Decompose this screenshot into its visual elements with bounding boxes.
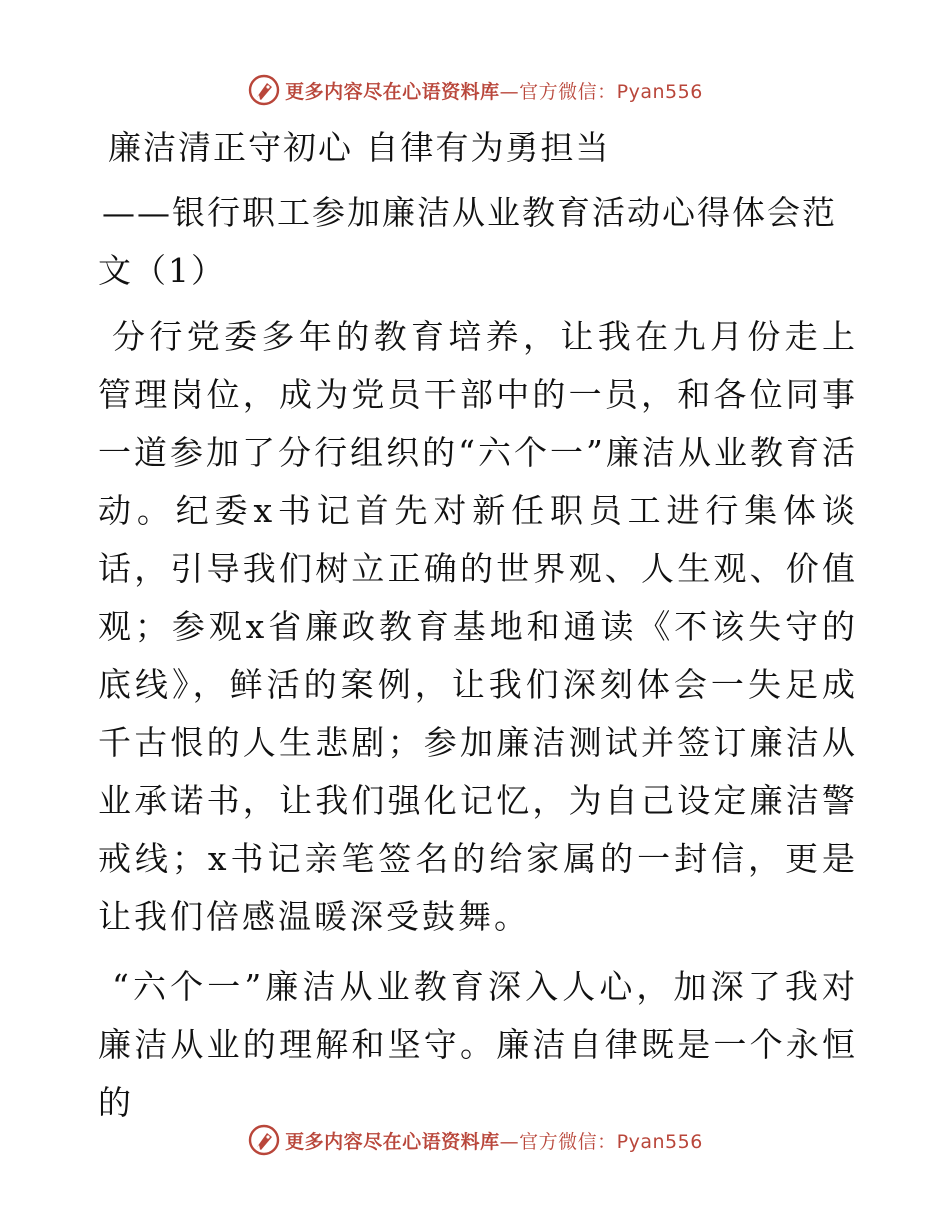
banner-text xyxy=(285,77,703,104)
banner-contact-text: 官方微信：Pyan556 xyxy=(519,80,703,103)
banner-contact-text: 官方微信：Pyan556 xyxy=(519,1130,703,1153)
document-subtitle: ——银行职工参加廉洁从业教育活动心得体会范文（1） xyxy=(98,193,837,290)
document-title: 廉洁清正守初心 自律有为勇担当 xyxy=(108,128,611,167)
document-body xyxy=(98,120,858,1144)
paragraph-2: “六个一”廉洁从业教育深入人心，加深了我对廉洁从业的理解和坚守。廉洁自律既是一个永恒的 xyxy=(98,967,858,1122)
banner-main-text: 更多内容尽在心语资料库 xyxy=(285,1130,500,1153)
banner-main-text: 更多内容尽在心语资料库 xyxy=(285,80,500,103)
banner-separator: — xyxy=(499,1130,520,1153)
pen-nib-logo-icon xyxy=(247,73,281,107)
pen-nib-logo-icon xyxy=(247,1123,281,1157)
paragraph-1: 分行党委多年的教育培养，让我在九月份走上管理岗位，成为党员干部中的一员，和各位同事一道参加了分行组织的“六个一”廉洁从业教育活动。纪委x书记首先对新任职员工进行集体谈话，引导我们树立正确的世界观、人生观、价值观；参观x省廉政教育基地和通读《不该失守的底线》，鲜活的案例，让我们深刻体会一失足成千古恨的人生悲剧；参加廉洁测试并签订廉洁从业承诺书，让我们强化记忆，为自己设定廉洁警戒线；x书记亲笔签名的给家属的一封信，更是让我们倍感温暖深受鼓舞。 xyxy=(98,317,858,936)
banner-separator: — xyxy=(499,80,520,103)
header-banner xyxy=(0,70,950,110)
footer-banner xyxy=(0,1120,950,1160)
banner-text xyxy=(285,1127,703,1154)
